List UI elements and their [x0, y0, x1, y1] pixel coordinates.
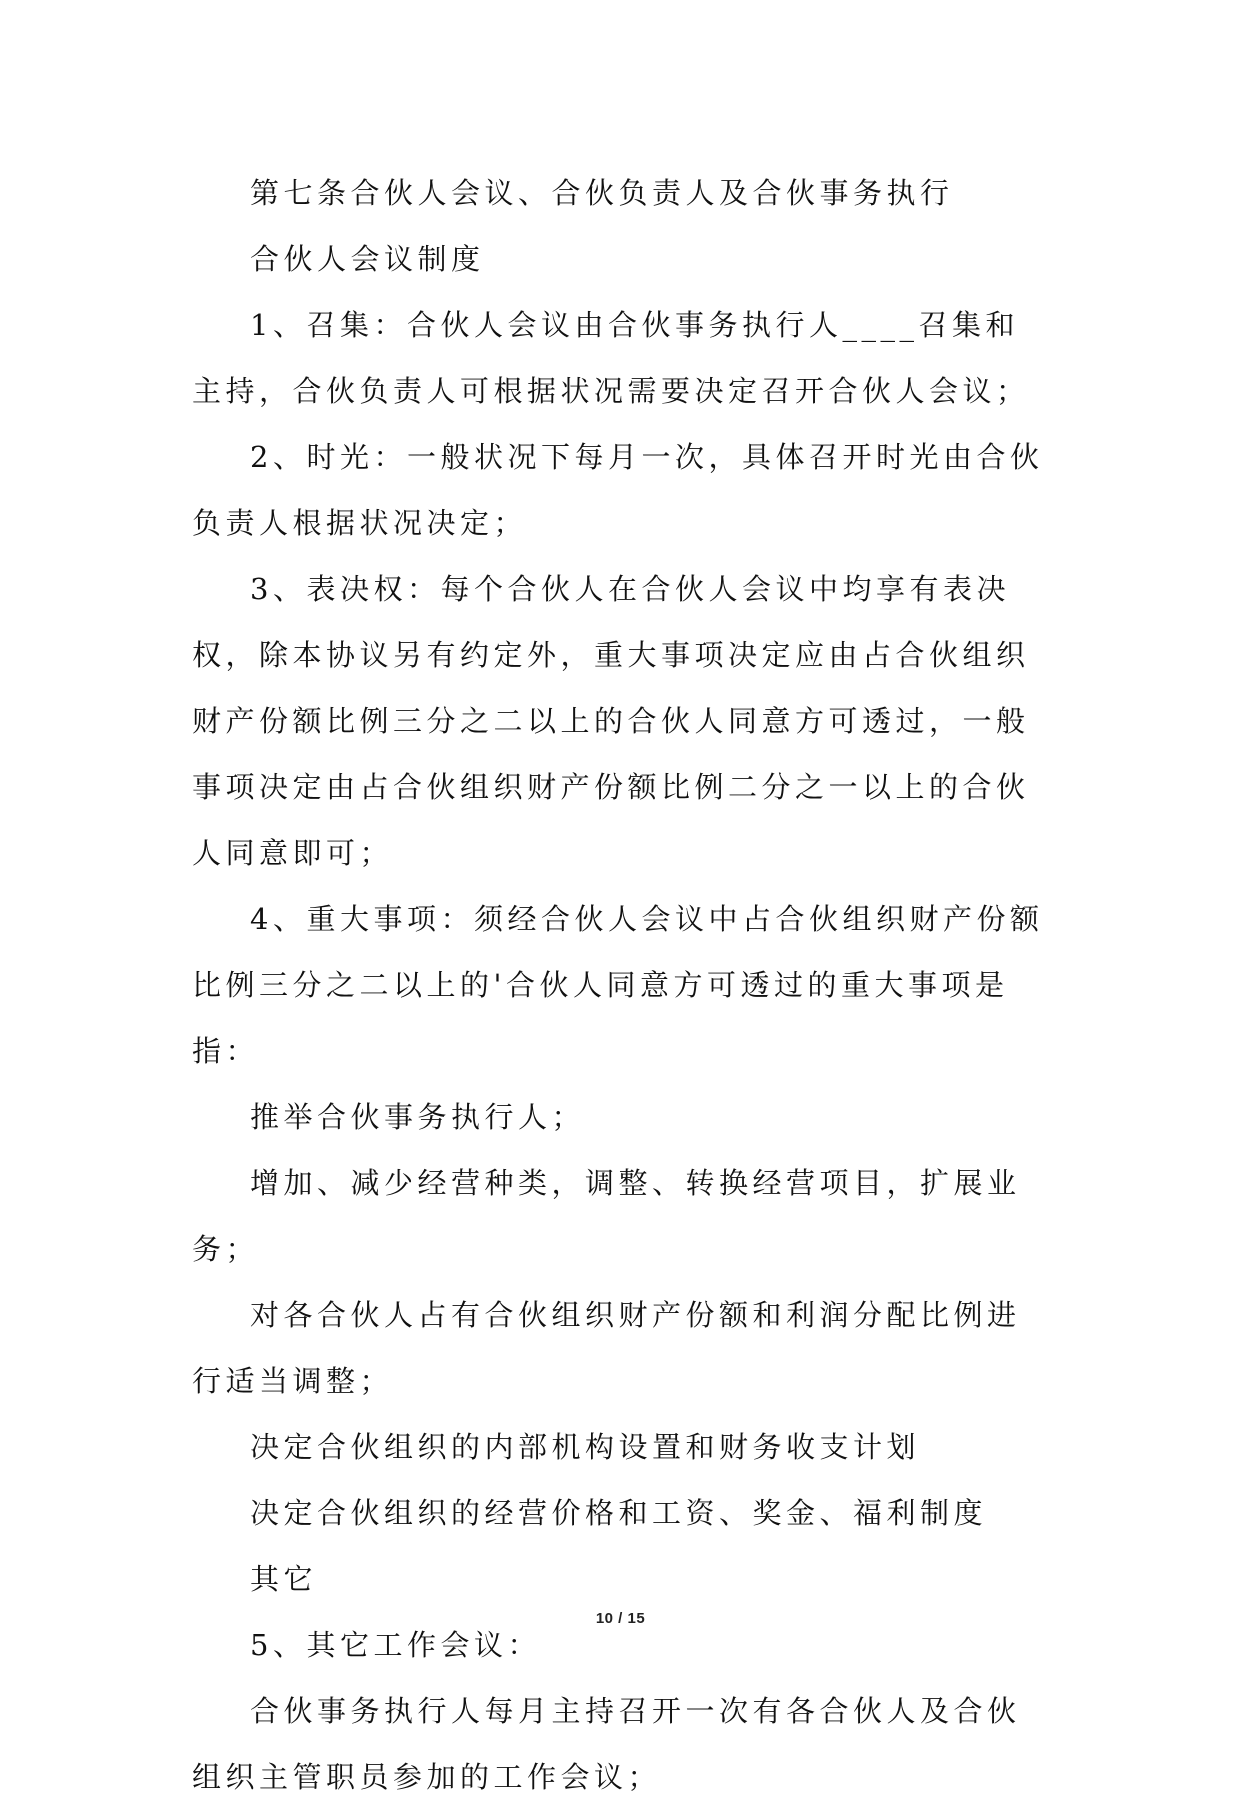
- page-number: 10 / 15: [595, 1610, 646, 1627]
- paragraph-voting-rights: 3、表决权：每个合伙人在合伙人会议中均享有表决权，除本协议另有约定外，重大事项决定应由占合伙组织财产份额比例三分之二以上的合伙人同意方可透过，一般事项决定由占合伙组织财产份额比例二分之一以上的合伙人同意即可；: [192, 572, 1030, 870]
- list-item: 对各合伙人占有合伙组织财产份额和利润分配比例进行适当调整；: [192, 1298, 1021, 1398]
- list-item: 增加、减少经营种类，调整、转换经营项目，扩展业务；: [192, 1166, 1021, 1266]
- paragraph-convening: 1、召集：合伙人会议由合伙事务执行人____召集和主持，合伙负责人可根据状况需要决定召开合伙人会议；: [192, 308, 1030, 408]
- list-item: 决定合伙组织的内部机构设置和财务收支计划: [250, 1430, 921, 1464]
- paragraph-monthly-meeting: 合伙事务执行人每月主持召开一次有各合伙人及合伙组织主管职员参加的工作会议；: [192, 1694, 1021, 1794]
- section-heading: 第七条合伙人会议、合伙负责人及合伙事务执行: [250, 176, 954, 210]
- paragraph-other-meetings: 5、其它工作会议：: [250, 1628, 541, 1662]
- list-item: 推举合伙事务执行人；: [250, 1100, 586, 1134]
- list-item: 其它: [250, 1562, 318, 1596]
- list-item: 决定合伙组织的经营价格和工资、奖金、福利制度: [250, 1496, 988, 1530]
- subsection-heading: 合伙人会议制度: [250, 242, 485, 276]
- paragraph-time: 2、时光：一般状况下每月一次，具体召开时光由合伙负责人根据状况决定；: [192, 440, 1044, 540]
- paragraph-major-matters: 4、重大事项：须经合伙人会议中占合伙组织财产份额比例三分之二以上的'合伙人同意方可透过的重大事项是指：: [192, 902, 1044, 1068]
- document-body: [192, 160, 1050, 1810]
